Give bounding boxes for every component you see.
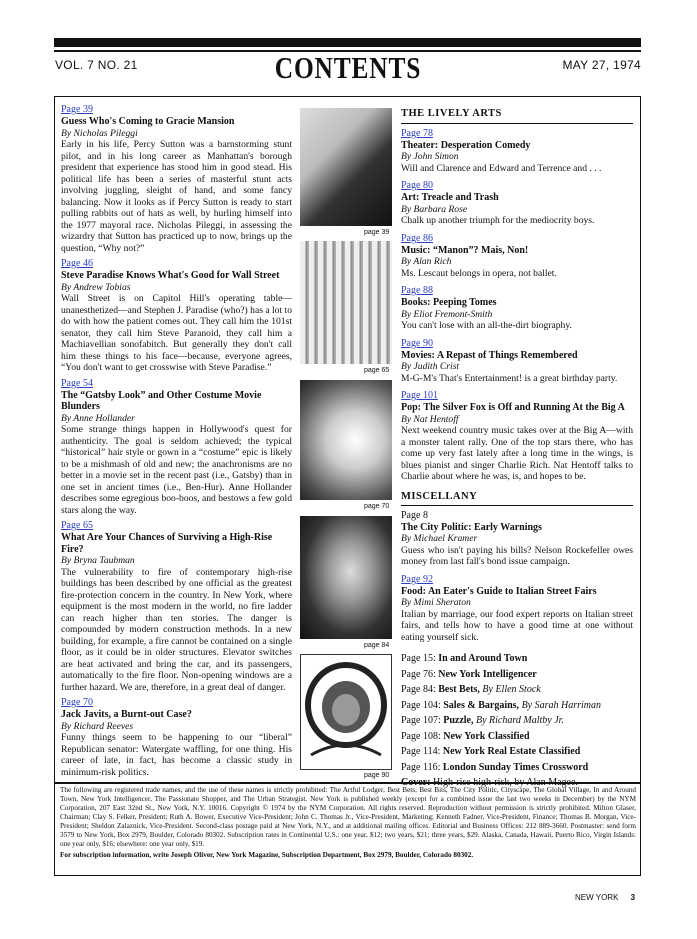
footer-page-number: 3 bbox=[630, 893, 636, 902]
lively-item bbox=[401, 338, 633, 385]
item-byline: By John Simon bbox=[401, 151, 459, 162]
item-headline: Books: Peeping Tomes bbox=[401, 297, 497, 308]
list-item: Page 114: New York Real Estate Classified bbox=[401, 746, 581, 757]
subscription-info: For subscription information, write Joseph Oliver, New York Magazine, Subscription Department, Box 2979, Boulder, Colorado 80302. bbox=[60, 851, 474, 859]
page-link[interactable]: Page 39 bbox=[61, 104, 93, 115]
article-body: Some strange things happen in Hollywood's quest for authenticity. The goal is seldom achieved; the typical “historical” hair style or gown in a “costume” epic is likely to be a mishmash of old and new; the anachronisms are no better in a movie set in the recent past (i.e., Gatsby) than in one set in ancient times (i.e., Ben-Hur). Anne Hollander describes some egregious boo-boos, and bestows a few gold stars along the way. bbox=[61, 424, 292, 516]
page-link[interactable]: Page 88 bbox=[401, 285, 433, 296]
item-headline: Pop: The Silver Fox is Off and Running At the Big A bbox=[401, 402, 625, 413]
article-page46 bbox=[61, 258, 292, 374]
item-body: Ms. Lescaut belongs in opera, not ballet. bbox=[401, 267, 557, 279]
photo-groucho bbox=[300, 516, 392, 639]
fine-print-divider bbox=[54, 782, 641, 784]
item-byline: By Barbara Rose bbox=[401, 203, 468, 215]
volume-label: VOL. 7 NO. 21 bbox=[55, 58, 138, 72]
item-headline: Music: “Manon”? Mais, Non! bbox=[401, 244, 529, 256]
article-headline: Steve Paradise Knows What's Good for Wall Street bbox=[61, 270, 280, 281]
item-headline: The City Politic: Early Warnings bbox=[401, 521, 542, 533]
left-column bbox=[61, 100, 292, 778]
item-body: Guess who isn't paying his bills? Nelson Rockefeller owes money from last fall's bond issue campaign. bbox=[401, 544, 633, 567]
masthead-rule-top bbox=[54, 38, 641, 47]
photo-caption: page 90 bbox=[364, 772, 390, 779]
misc-item bbox=[401, 510, 633, 568]
list-item: Page 76: New York Intelligencer bbox=[401, 668, 537, 680]
photo-caption: page 39 bbox=[364, 229, 390, 236]
article-body: The vulnerability to fire of contemporary high-rise buildings has been described by one official as the greatest fire-protection concern in the country. In New York, where equipment is the most modern in the world, no fire ladder can reach higher than ten stories. The danger is compounded by modern construction methods. In a new building, for example, a fire cannot be contained on a single floor, as it could be in older structures. Elevator switches are heat activated and bring the car, and its passengers, automatically to the fire floor. Non-opening windows are a further hazard. We are, therefore, in a great deal of danger. bbox=[61, 566, 292, 693]
item-body: Will and Clarence and Edward and Terrence and . . . bbox=[401, 162, 602, 174]
page-link[interactable]: Page 54 bbox=[61, 377, 93, 389]
page-title: CONTENTS bbox=[274, 50, 422, 85]
article-byline: By Andrew Tobias bbox=[61, 281, 131, 293]
page-link[interactable]: Page 46 bbox=[61, 258, 93, 269]
article-byline: By Bryna Taubman bbox=[61, 555, 135, 566]
item-byline: By Michael Kramer bbox=[401, 533, 478, 544]
list-item: Page 116: London Sunday Times Crossword bbox=[401, 761, 589, 773]
photo-mgm-lion bbox=[300, 654, 392, 770]
article-page39 bbox=[61, 104, 292, 254]
page-link[interactable]: Page 70 bbox=[61, 697, 93, 708]
article-page70 bbox=[61, 697, 292, 778]
photo-wall-street bbox=[300, 241, 392, 364]
item-body: Italian by marriage, our food expert reports on Italian street fairs, and tells how to have a good time at one without eating yourself sick. bbox=[401, 608, 633, 643]
list-item: Page 107: Puzzle, By Richard Maltby Jr. bbox=[401, 715, 564, 726]
fine-print bbox=[60, 786, 636, 860]
page-link[interactable]: Page 80 bbox=[401, 180, 433, 191]
page-link[interactable]: Page 92 bbox=[401, 573, 433, 585]
photo-caption: page 70 bbox=[364, 503, 390, 510]
article-page54 bbox=[61, 378, 292, 517]
lively-item bbox=[401, 390, 633, 483]
item-headline: Food: An Eater's Guide to Italian Street Fairs bbox=[401, 585, 597, 597]
lively-item bbox=[401, 285, 633, 332]
miscellany-list bbox=[401, 651, 633, 791]
item-body: Chalk up another triumph for the mediocrity boys. bbox=[401, 215, 595, 226]
issue-date: MAY 27, 1974 bbox=[562, 58, 641, 72]
item-body: You can't lose with an all-the-dirt biography. bbox=[401, 320, 572, 331]
item-byline: By Judith Crist bbox=[401, 361, 460, 372]
article-headline: What Are Your Chances of Surviving a High-Rise Fire? bbox=[61, 532, 273, 555]
page-link[interactable]: Page 65 bbox=[61, 520, 93, 531]
item-byline: By Eliot Fremont-Smith bbox=[401, 308, 493, 320]
article-byline: By Anne Hollander bbox=[61, 412, 135, 424]
list-item: Page 108: New York Classified bbox=[401, 730, 530, 742]
section-miscellany: MISCELLANY bbox=[401, 491, 633, 507]
item-byline: By Mimi Sheraton bbox=[401, 597, 471, 608]
item-body: M-G-M's That's Entertainment! is a great birthday party. bbox=[401, 372, 618, 384]
page-link[interactable]: Page 101 bbox=[401, 390, 438, 401]
legal-text: The following are registered trade names, and the use of these names is strictly prohibited: The Artful Lodger, Best Bets, Best Bits, The City Politic, Cityscape, The Global Village, In and Around Town, New York Intelligencer, The Passionate Shopper, and The Urban Strategist. New York is published weekly (except for a combined issue the last two weeks in December) by the NYM Corporation, 207 East 32nd St., New York, N.Y. 10016. Copyright © 1974 by the NYM Corporation. All rights reserved. Reproduction without permission is strictly prohibited. Milton Glaser, Chairman; Clay S. Felker, President; Ruth A. Bower, Executive Vice-President; John C. Thomas Jr., Vice-President, Marketing; Kenneth Fadner, Vice-President, Finance; Thomas B. Morgan, Vice-President; Sheldon Zalaznick, Vice-President. Second-class postage paid at New York, N.Y., and at additional mailing offices. Editorial and Business Offices: 212 889-3660. Postmaster: send form 3579 to New York, Box 2979, Boulder, Colorado 80302. Subscription rates in Continental U.S.: one year, $12; two years, $21; three years, $29. Alaska, Canada, Hawaii, Puerto Rico, Virgin Islands: one year only, $16; elsewhere: one year only, $19. bbox=[60, 786, 636, 848]
list-item: Page 84: Best Bets, By Ellen Stock bbox=[401, 684, 541, 695]
misc-item bbox=[401, 574, 633, 644]
page-link[interactable]: Page 86 bbox=[401, 232, 433, 244]
item-headline: Movies: A Repast of Things Remembered bbox=[401, 349, 578, 361]
item-body: Next weekend country music takes over at the Big A—with a monster talent rally. One of the top stars there, who has come up very fast lately after a long time in the wings, is blues pianist and singer Charlie Rich. Nat Hentoff talks to Charlie about where he was, is, and hopes to be. bbox=[401, 425, 633, 482]
page-link[interactable]: Page 78 bbox=[401, 127, 433, 139]
article-page65 bbox=[61, 520, 292, 693]
lively-item bbox=[401, 128, 633, 175]
list-item: Page 104: Sales & Bargains, By Sarah Harriman bbox=[401, 699, 602, 711]
list-item: Page 15: In and Around Town bbox=[401, 653, 528, 664]
article-byline: By Nicholas Pileggi bbox=[61, 127, 138, 139]
article-headline: The “Gatsby Look” and Other Costume Movie Blunders bbox=[61, 389, 262, 412]
article-body: Funny things seem to be happening to our “liberal” Republican senator: Watergate waffling, for one thing. His career of late, in fact, has become a classic study in minimum-risk politics. bbox=[61, 732, 292, 778]
article-headline: Guess Who's Coming to Gracie Mansion bbox=[61, 116, 235, 127]
footer bbox=[575, 893, 635, 902]
article-headline: Jack Javits, a Burnt-out Case? bbox=[61, 709, 192, 720]
article-body: Wall Street is on Capitol Hill's operating table—unanesthetized—and Stephen J. Paradise (who?) has a lot to do with how the patient comes out. They call him the 101st senator, they call him Steve Paranoid, they call him a Machiavellian sonofabitch. But generally they don't call him these things to his face—because, everyone agrees, “You don't want to get crosswise with Steve Paradise.” bbox=[61, 293, 292, 373]
page-link[interactable]: Page 90 bbox=[401, 337, 433, 349]
photo-cover-illustration bbox=[300, 380, 392, 500]
section-lively-arts: THE LIVELY ARTS bbox=[401, 108, 633, 124]
lively-item bbox=[401, 180, 633, 227]
article-body: Early in his life, Percy Sutton was a barnstorming stunt pilot, and in his long career as Manhattan's borough president that experience has stood him in good stead. His political life has been a series of masterful stunt acts involving juggling, sleight of hand, and some fancy balancing. Now it looks as if Percy Sutton is ready to start pulling rabbits out of hats as well, by hurling himself into the 1977 mayoral race. Nicholas Pileggi, in assessing the wizardry that Sutton has practiced up to now, brings up the question, “Why not?” bbox=[61, 139, 292, 254]
right-column bbox=[401, 108, 633, 791]
footer-magazine: NEW YORK bbox=[575, 893, 619, 902]
item-headline: Theater: Desperation Comedy bbox=[401, 139, 531, 151]
photo-caption: page 84 bbox=[364, 642, 390, 649]
item-byline: By Alan Rich bbox=[401, 256, 452, 267]
photo-percy-sutton bbox=[300, 108, 392, 226]
lively-item bbox=[401, 233, 633, 280]
photo-caption: page 65 bbox=[364, 367, 390, 374]
item-headline: Art: Treacle and Trash bbox=[401, 192, 499, 203]
mgm-lion-icon bbox=[301, 655, 391, 769]
item-page: Page 8 bbox=[401, 510, 428, 521]
article-byline: By Richard Reeves bbox=[61, 720, 134, 732]
item-byline: By Nat Hentoff bbox=[401, 413, 459, 425]
